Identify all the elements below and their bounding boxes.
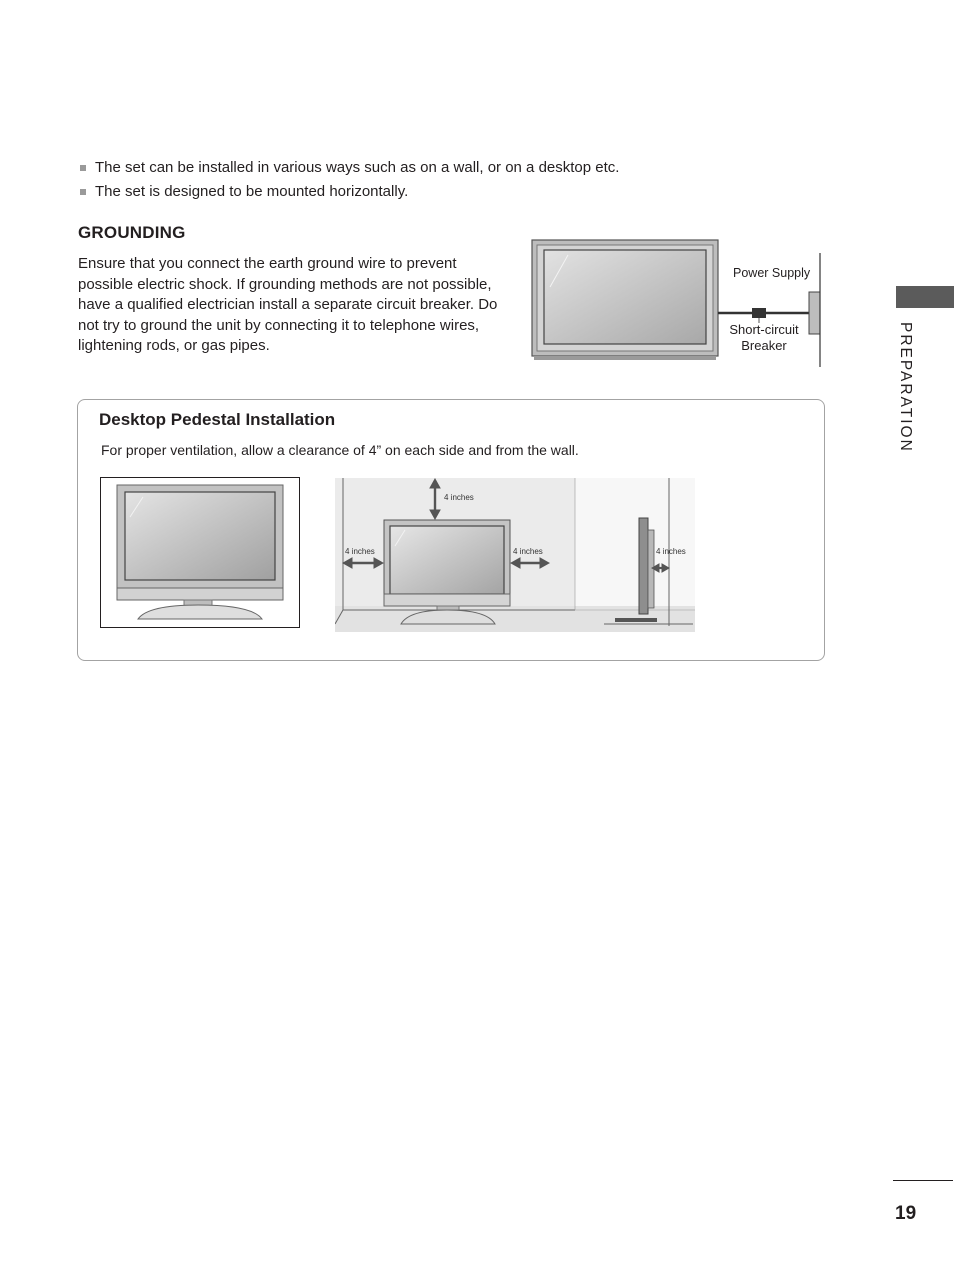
square-bullet-icon xyxy=(80,189,86,195)
tv-on-pedestal-illustration xyxy=(100,477,302,629)
pedestal-installation-box xyxy=(77,399,825,661)
left-clearance-label: 4 inches xyxy=(345,547,375,556)
wall-clearance-label: 4 inches xyxy=(656,547,686,556)
square-bullet-icon xyxy=(80,165,86,171)
page-number: 19 xyxy=(895,1203,917,1224)
footer-rule xyxy=(893,1180,953,1181)
right-clearance-label: 4 inches xyxy=(513,547,543,556)
bullet-item xyxy=(78,156,838,180)
section-tab-marker xyxy=(896,286,954,308)
top-clearance-label: 4 inches xyxy=(444,493,474,502)
intro-bullet-list xyxy=(78,156,838,204)
tv-set-icon xyxy=(532,240,718,360)
power-supply-box-icon xyxy=(809,253,820,367)
pedestal-description: For proper ventilation, allow a clearance of 4” on each side and from the wall. xyxy=(101,442,579,458)
bullet-text: The set is designed to be mounted horizontally. xyxy=(95,183,409,200)
short-circuit-breaker-label: Short-circuit Breaker xyxy=(729,322,799,353)
grounding-heading: GROUNDING xyxy=(78,223,186,242)
bullet-item xyxy=(78,180,838,204)
power-supply-label: Power Supply xyxy=(733,266,811,280)
section-label: PREPARATION xyxy=(897,322,914,453)
bullet-text: The set can be installed in various ways such as on a wall, or on a desktop etc. xyxy=(95,159,620,176)
grounding-paragraph: Ensure that you connect the earth ground wire to prevent possible electric shock. If grounding methods are not possible, have a qualified electrician install a separate circuit breaker. Do not try to ground the unit by connecting it to telephone wires, lightening rods, or gas pipes. xyxy=(78,255,498,354)
ground-wire-icon xyxy=(718,308,809,323)
pedestal-title: Desktop Pedestal Installation xyxy=(99,410,336,429)
